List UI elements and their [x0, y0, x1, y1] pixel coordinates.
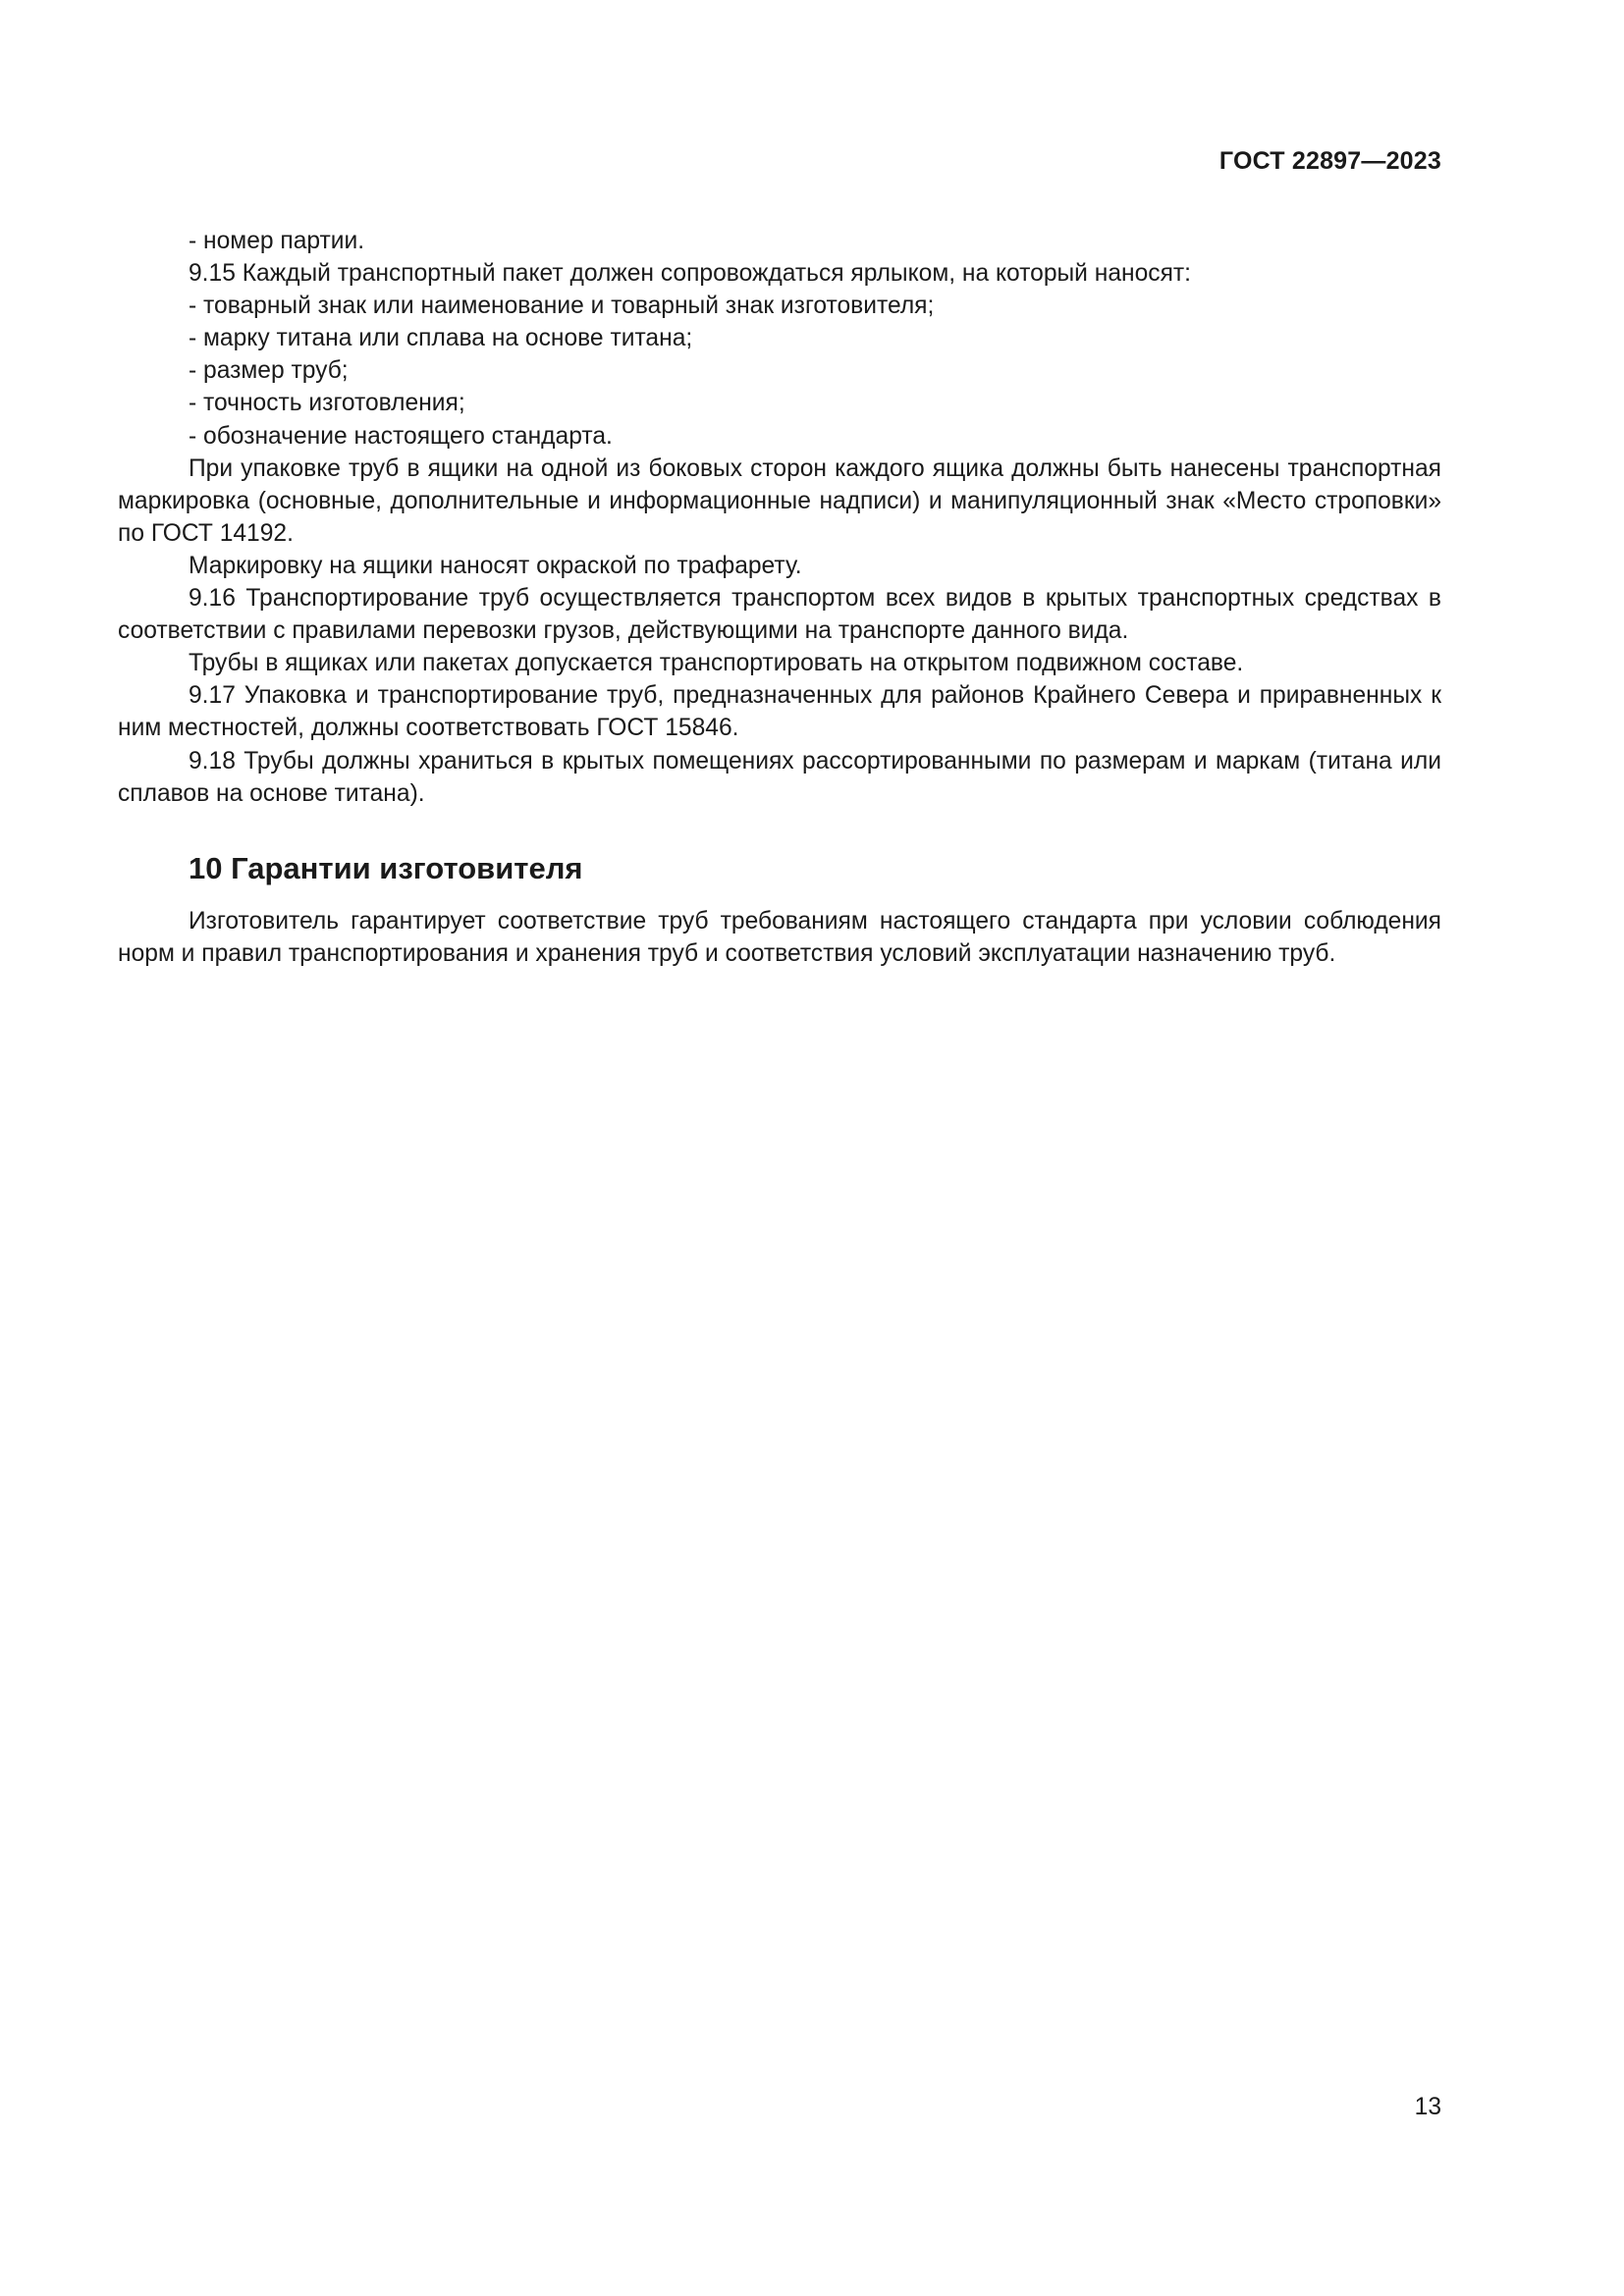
clause-9-18: 9.18 Трубы должны храниться в крытых помещениях рассортированными по размерам и маркам (титана или сплавов на основе титана).: [118, 747, 1441, 807]
list-item: - обозначение настоящего стандарта.: [189, 422, 613, 450]
document-body: [118, 225, 1441, 970]
clause-9-15: 9.15 Каждый транспортный пакет должен сопровождаться ярлыком, на который наносят:: [189, 260, 1191, 288]
list-item: - марку титана или сплава на основе титана;: [189, 325, 693, 352]
list-item: - номер партии.: [189, 228, 365, 254]
list-item: - размер труб;: [189, 357, 349, 385]
document-designation: ГОСТ 22897—2023: [1218, 147, 1441, 175]
paragraph-box-packing: При упаковке труб в ящики на одной из боковых сторон каждого ящика должны быть нанесены транспортная маркировка (основные, дополнительные и информационные надписи) и манипуляционный знак «Место строповки» по ГОСТ 14192.: [118, 454, 1441, 547]
clause-9-16: 9.16 Транспортирование труб осуществляется транспортом всех видов в крытых транспортных средствах в соответствии с правилами перевозки грузов, действующими на транспорте данного вида.: [118, 585, 1441, 645]
paragraph-open-transport: Трубы в ящиках или пакетах допускается транспортировать на открытом подвижном составе.: [189, 650, 1244, 677]
section-paragraph: Изготовитель гарантирует соответствие труб требованиям настоящего стандарта при условии соблюдения норм и правил транспортирования и хранения труб и соответствия условий эксплуатации назначению труб.: [118, 907, 1441, 967]
page-number: 13: [1414, 2094, 1441, 2120]
section-heading: 10 Гарантии изготовителя: [189, 850, 583, 885]
clause-9-17: 9.17 Упаковка и транспортирование труб, предназначенных для районов Крайнего Севера и приравненных к ним местностей, должны соответствовать ГОСТ 15846.: [118, 682, 1441, 742]
list-item: - товарный знак или наименование и товарный знак изготовителя;: [189, 293, 935, 320]
list-item: - точность изготовления;: [189, 390, 465, 417]
paragraph-box-marking: Маркировку на ящики наносят окраской по трафарету.: [189, 552, 802, 579]
